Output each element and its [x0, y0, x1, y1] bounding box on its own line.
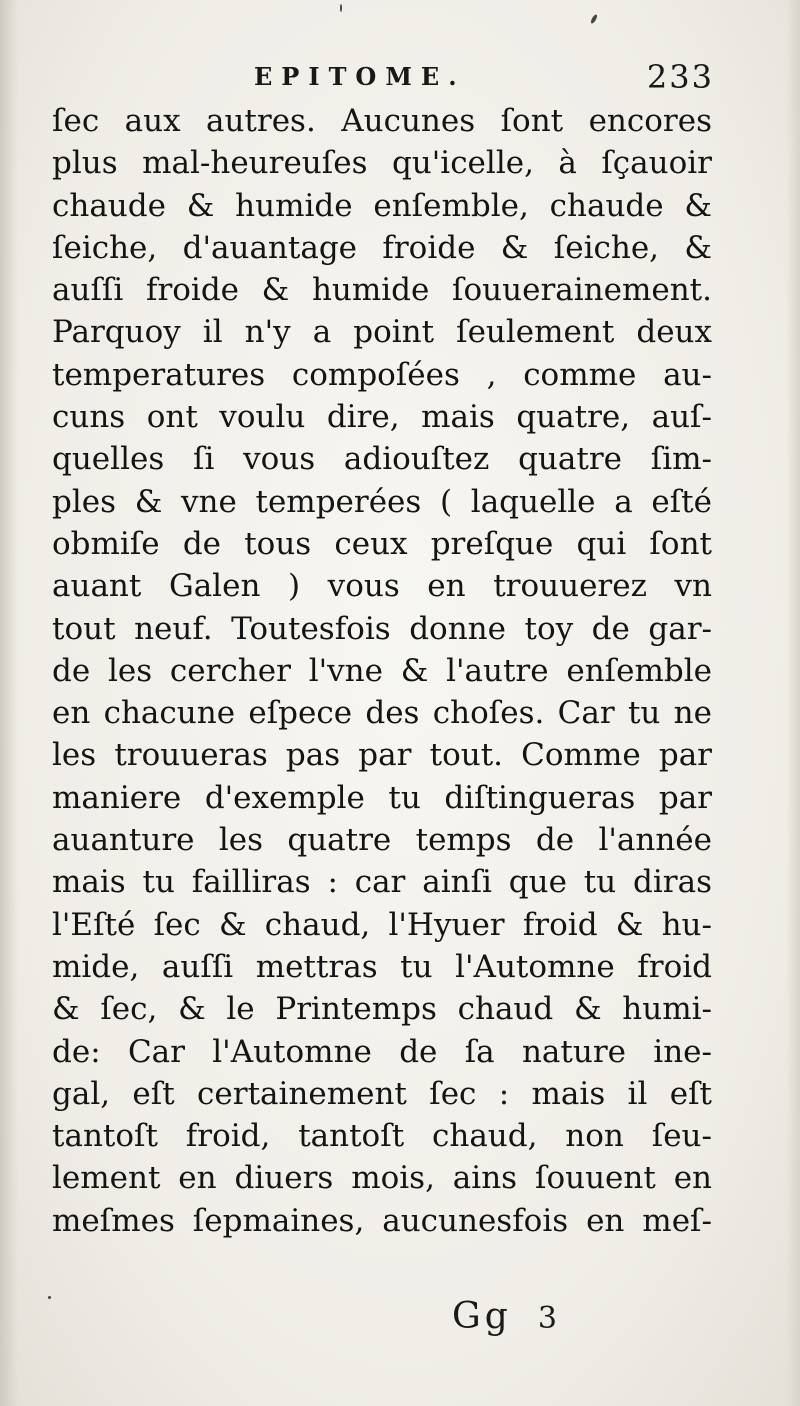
text-line: obmiſe de tous ceux preſque qui ſont [52, 525, 712, 562]
text-line: plus mal-heureuſes qu'icelle, à ſçauoir [52, 145, 712, 182]
text-line: meſmes ſepmaines, aucunesfois en meſ- [52, 1202, 712, 1239]
page-right-edge-shadow [786, 0, 800, 1406]
text-line: cuns ont voulu dire, mais quatre, auſ- [52, 399, 712, 436]
text-line: les trouueras pas par tout. Comme par [52, 737, 712, 774]
text-line: auſſi froide & humide ſouuerainement. [52, 272, 712, 309]
text-line: quelles ſi vous adiouſtez quatre ſim- [52, 441, 712, 478]
body-text [52, 100, 712, 1242]
text-line: mide, auſſi mettras tu l'Automne froid [52, 948, 712, 985]
text-line: de les cercher l'vne & l'autre enſemble [52, 652, 712, 689]
text-line: auant Galen ) vous en trouuerez vn [52, 568, 712, 605]
text-line: tantoſt froid, tantoſt chaud, non ſeu- [52, 1118, 712, 1155]
text-line: ſec aux autres. Aucunes ſont encores [52, 103, 712, 139]
ink-speck [48, 1296, 51, 1299]
text-line: temperatures compoſées , comme au- [52, 356, 712, 393]
signature-letters: Gg [452, 1296, 512, 1337]
text-line: Parquoy il n'y a point ſeulement deux [52, 314, 712, 351]
text-line: maniere d'exemple tu diſtingueras par [52, 779, 712, 816]
running-title: EPITOME. [254, 62, 466, 91]
text-line: l'Eſté ſec & chaud, l'Hyuer froid & hu- [52, 906, 712, 943]
page-header [56, 58, 716, 102]
text-line: mais tu failliras : car ainſi que tu diras [52, 864, 712, 901]
text-line: en chacune eſpece des choſes. Car tu ne [52, 695, 712, 732]
text-line: auanture les quatre temps de l'année [52, 822, 712, 859]
ink-speck [340, 4, 342, 12]
text-line: gal, eſt certainement ſec : mais il eſt [52, 1075, 712, 1112]
signature-mark [452, 1296, 561, 1337]
page-number: 233 [646, 58, 714, 96]
text-line: de: Car l'Automne de ſa nature ine- [52, 1033, 712, 1070]
text-line: lement en diuers mois, ains ſouuent en [52, 1160, 712, 1197]
text-line: tout neuf. Toutesfois donne toy de gar- [52, 610, 712, 647]
ink-speck [590, 14, 598, 25]
text-line: & ſec, & le Printemps chaud & humi- [52, 991, 712, 1028]
text-line: ſeiche, d'auantage froide & ſeiche, & [52, 229, 712, 266]
signature-number: 3 [537, 1301, 561, 1336]
text-line: chaude & humide enſemble, chaude & [52, 187, 712, 224]
page-left-edge-shadow [0, 0, 18, 1406]
text-line: ples & vne temperées ( laquelle a eſté [52, 483, 712, 520]
